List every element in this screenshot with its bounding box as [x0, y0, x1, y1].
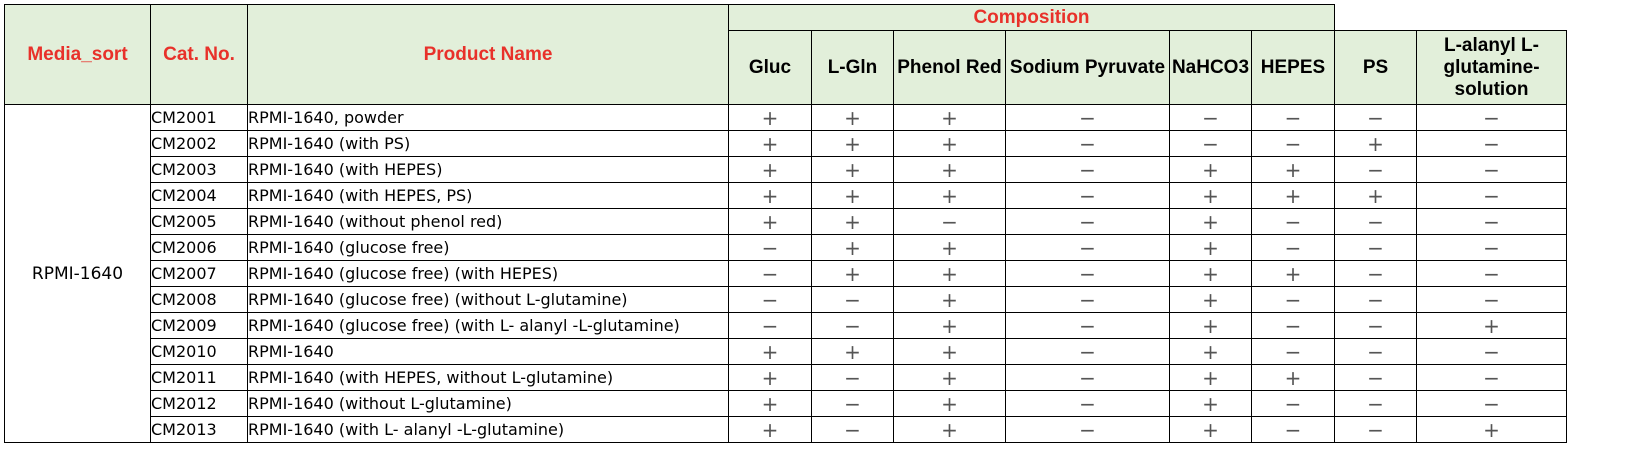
cat-no-cell: CM2009	[151, 313, 248, 339]
cat-no-cell: CM2005	[151, 209, 248, 235]
minus-mark: −	[1417, 261, 1567, 287]
cat-no-cell: CM2006	[151, 235, 248, 261]
product-name-cell: RPMI-1640 (glucose free)	[248, 235, 729, 261]
plus-mark: +	[1170, 339, 1252, 365]
minus-mark: −	[1252, 235, 1335, 261]
plus-mark: +	[1335, 183, 1417, 209]
minus-mark: −	[1006, 339, 1170, 365]
minus-mark: −	[1335, 365, 1417, 391]
plus-mark: +	[812, 235, 894, 261]
plus-mark: +	[1170, 235, 1252, 261]
minus-mark: −	[1170, 131, 1252, 157]
cat-no-cell: CM2003	[151, 157, 248, 183]
product-name-cell: RPMI-1640 (with HEPES)	[248, 157, 729, 183]
minus-mark: −	[1335, 235, 1417, 261]
plus-mark: +	[729, 391, 812, 417]
table-row	[5, 287, 1567, 313]
plus-mark: +	[894, 365, 1006, 391]
minus-mark: −	[1335, 105, 1417, 131]
plus-mark: +	[894, 261, 1006, 287]
minus-mark: −	[1417, 391, 1567, 417]
plus-mark: +	[812, 157, 894, 183]
product-name-cell: RPMI-1640 (glucose free) (without L-glutamine)	[248, 287, 729, 313]
plus-mark: +	[812, 209, 894, 235]
minus-mark: −	[1006, 183, 1170, 209]
minus-mark: −	[812, 287, 894, 313]
minus-mark: −	[1417, 365, 1567, 391]
plus-mark: +	[894, 157, 1006, 183]
plus-mark: +	[894, 105, 1006, 131]
column-header: NaHCO3	[1170, 31, 1252, 105]
plus-mark: +	[812, 183, 894, 209]
plus-mark: +	[1170, 365, 1252, 391]
minus-mark: −	[1006, 391, 1170, 417]
plus-mark: +	[1252, 365, 1335, 391]
minus-mark: −	[1417, 157, 1567, 183]
plus-mark: +	[1170, 209, 1252, 235]
plus-mark: +	[1170, 391, 1252, 417]
plus-mark: +	[729, 339, 812, 365]
plus-mark: +	[729, 417, 812, 443]
minus-mark: −	[812, 391, 894, 417]
column-header: Phenol Red	[894, 31, 1006, 105]
product-name-cell: RPMI-1640 (with PS)	[248, 131, 729, 157]
cat-no-cell: CM2010	[151, 339, 248, 365]
plus-mark: +	[729, 209, 812, 235]
minus-mark: −	[1006, 235, 1170, 261]
minus-mark: −	[1335, 417, 1417, 443]
cat-no-cell: CM2011	[151, 365, 248, 391]
plus-mark: +	[894, 287, 1006, 313]
header-blank	[1335, 5, 1567, 31]
plus-mark: +	[729, 105, 812, 131]
minus-mark: −	[1335, 209, 1417, 235]
plus-mark: +	[729, 131, 812, 157]
product-name-cell: RPMI-1640 (without L-glutamine)	[248, 391, 729, 417]
table-row	[5, 313, 1567, 339]
plus-mark: +	[1170, 287, 1252, 313]
minus-mark: −	[1417, 235, 1567, 261]
table-row	[5, 183, 1567, 209]
header-product-name: Product Name	[248, 5, 729, 105]
cat-no-cell: CM2004	[151, 183, 248, 209]
minus-mark: −	[1335, 261, 1417, 287]
column-header: L-Gln	[812, 31, 894, 105]
table-row	[5, 235, 1567, 261]
minus-mark: −	[1252, 391, 1335, 417]
minus-mark: −	[1006, 105, 1170, 131]
plus-mark: +	[1252, 183, 1335, 209]
plus-mark: +	[1170, 157, 1252, 183]
minus-mark: −	[1006, 417, 1170, 443]
product-name-cell: RPMI-1640, powder	[248, 105, 729, 131]
plus-mark: +	[894, 339, 1006, 365]
table-row	[5, 417, 1567, 443]
header-cat-no: Cat. No.	[151, 5, 248, 105]
table-row	[5, 131, 1567, 157]
table-row	[5, 209, 1567, 235]
plus-mark: +	[894, 131, 1006, 157]
table-row	[5, 391, 1567, 417]
minus-mark: −	[1252, 313, 1335, 339]
minus-mark: −	[812, 417, 894, 443]
plus-mark: +	[812, 131, 894, 157]
minus-mark: −	[1335, 339, 1417, 365]
minus-mark: −	[1417, 339, 1567, 365]
minus-mark: −	[1252, 287, 1335, 313]
minus-mark: −	[1252, 209, 1335, 235]
media-sort-cell: RPMI-1640	[5, 105, 151, 443]
plus-mark: +	[729, 365, 812, 391]
minus-mark: −	[812, 313, 894, 339]
minus-mark: −	[1252, 417, 1335, 443]
minus-mark: −	[1006, 157, 1170, 183]
table-row	[5, 365, 1567, 391]
plus-mark: +	[1417, 417, 1567, 443]
minus-mark: −	[1252, 105, 1335, 131]
table-row	[5, 105, 1567, 131]
minus-mark: −	[812, 365, 894, 391]
plus-mark: +	[1335, 131, 1417, 157]
column-header: Sodium Pyruvate	[1006, 31, 1170, 105]
minus-mark: −	[1006, 287, 1170, 313]
plus-mark: +	[1252, 261, 1335, 287]
product-name-cell: RPMI-1640 (glucose free) (with HEPES)	[248, 261, 729, 287]
column-header: Gluc	[729, 31, 812, 105]
column-header: HEPES	[1252, 31, 1335, 105]
plus-mark: +	[1417, 313, 1567, 339]
minus-mark: −	[1417, 287, 1567, 313]
product-name-cell: RPMI-1640 (with HEPES, without L-glutamine)	[248, 365, 729, 391]
plus-mark: +	[894, 417, 1006, 443]
minus-mark: −	[729, 235, 812, 261]
minus-mark: −	[1335, 287, 1417, 313]
column-header: L-alanyl L-glutamine-solution	[1417, 31, 1567, 105]
cat-no-cell: CM2001	[151, 105, 248, 131]
composition-table	[4, 4, 1567, 443]
plus-mark: +	[812, 339, 894, 365]
plus-mark: +	[894, 235, 1006, 261]
minus-mark: −	[1417, 183, 1567, 209]
plus-mark: +	[812, 261, 894, 287]
plus-mark: +	[1170, 313, 1252, 339]
plus-mark: +	[812, 105, 894, 131]
minus-mark: −	[1335, 391, 1417, 417]
plus-mark: +	[894, 183, 1006, 209]
product-name-cell: RPMI-1640 (without phenol red)	[248, 209, 729, 235]
product-name-cell: RPMI-1640 (glucose free) (with L- alanyl -L-glutamine)	[248, 313, 729, 339]
plus-mark: +	[1252, 157, 1335, 183]
product-name-cell: RPMI-1640	[248, 339, 729, 365]
plus-mark: +	[1170, 417, 1252, 443]
cat-no-cell: CM2013	[151, 417, 248, 443]
minus-mark: −	[1006, 365, 1170, 391]
plus-mark: +	[729, 157, 812, 183]
minus-mark: −	[894, 209, 1006, 235]
minus-mark: −	[1006, 131, 1170, 157]
minus-mark: −	[1252, 339, 1335, 365]
minus-mark: −	[729, 287, 812, 313]
minus-mark: −	[1006, 261, 1170, 287]
cat-no-cell: CM2002	[151, 131, 248, 157]
cat-no-cell: CM2007	[151, 261, 248, 287]
minus-mark: −	[1335, 313, 1417, 339]
header-media-sort: Media_sort	[5, 5, 151, 105]
minus-mark: −	[729, 313, 812, 339]
minus-mark: −	[1006, 209, 1170, 235]
plus-mark: +	[1170, 183, 1252, 209]
minus-mark: −	[729, 261, 812, 287]
product-name-cell: RPMI-1640 (with HEPES, PS)	[248, 183, 729, 209]
table-row	[5, 261, 1567, 287]
minus-mark: −	[1006, 313, 1170, 339]
minus-mark: −	[1417, 209, 1567, 235]
plus-mark: +	[729, 183, 812, 209]
minus-mark: −	[1417, 131, 1567, 157]
cat-no-cell: CM2008	[151, 287, 248, 313]
minus-mark: −	[1252, 131, 1335, 157]
plus-mark: +	[894, 313, 1006, 339]
table-row	[5, 157, 1567, 183]
table-row	[5, 339, 1567, 365]
header-composition: Composition	[729, 5, 1335, 31]
column-header: PS	[1335, 31, 1417, 105]
plus-mark: +	[1170, 261, 1252, 287]
minus-mark: −	[1170, 105, 1252, 131]
cat-no-cell: CM2012	[151, 391, 248, 417]
minus-mark: −	[1335, 157, 1417, 183]
product-name-cell: RPMI-1640 (with L- alanyl -L-glutamine)	[248, 417, 729, 443]
plus-mark: +	[894, 391, 1006, 417]
minus-mark: −	[1417, 105, 1567, 131]
